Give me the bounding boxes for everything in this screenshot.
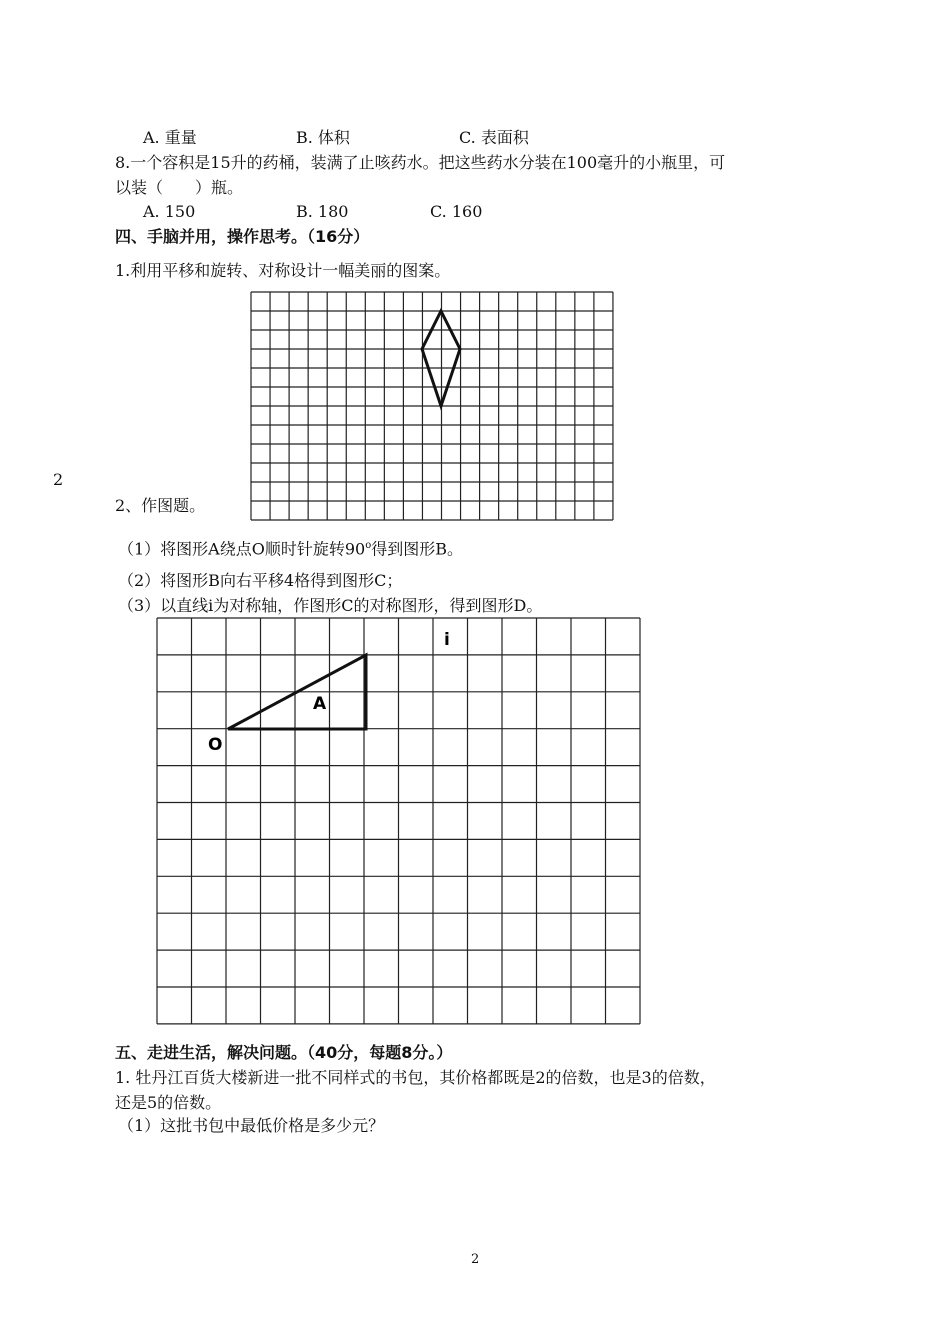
axis-label-i: i xyxy=(444,630,450,650)
q8-option-b: B. 180 xyxy=(296,202,349,221)
pattern-grid xyxy=(251,292,613,521)
grid-lines xyxy=(157,618,640,1024)
step-1-text: （1）将图形A绕点O顺时针旋转90 xyxy=(118,539,366,559)
shape-label-a: A xyxy=(313,694,327,714)
section-5-q1-line2: 还是5的倍数。 xyxy=(115,1093,222,1112)
step-3: （3）以直线i为对称轴，作图形C的对称图形，得到图形D。 xyxy=(118,596,543,615)
section-5-q1-line1: 1. 牡丹江百货大楼新进一批不同样式的书包，其价格都既是2的倍数，也是3的倍数， xyxy=(115,1068,716,1087)
q8-option-a: A. 150 xyxy=(143,202,196,221)
q8-text-line2: 以装（ ）瓶。 xyxy=(115,178,244,197)
margin-number: 2 xyxy=(53,470,64,489)
degree-superscript: o xyxy=(365,540,372,551)
page-number: 2 xyxy=(471,1252,480,1267)
section-5-q1-sub1: （1）这批书包中最低价格是多少元？ xyxy=(118,1116,385,1135)
step-1 xyxy=(118,536,463,559)
step-2: （2）将图形B向右平移4格得到图形C； xyxy=(118,571,403,590)
q8-text-line1: 8.一个容积是15升的药桶，装满了止咳药水。把这些药水分装在100毫升的小瓶里，可 xyxy=(115,153,726,172)
section-4-q2: 2、作图题。 xyxy=(115,496,206,515)
transformation-grid xyxy=(157,618,643,1025)
section-4-q1: 1.利用平移和旋转、对称设计一幅美丽的图案。 xyxy=(115,261,451,280)
point-label-o: O xyxy=(208,735,223,755)
q7-option-c: C. 表面积 xyxy=(459,128,529,147)
section-4-heading: 四、手脑并用，操作思考。（16分） xyxy=(115,227,370,246)
q7-option-b: B. 体积 xyxy=(296,128,350,147)
q8-option-c: C. 160 xyxy=(430,202,483,221)
section-5-heading: 五、走进生活，解决问题。（40分，每题8分。） xyxy=(115,1043,453,1062)
q7-option-a: A. 重量 xyxy=(143,128,197,147)
step-1-suffix: 得到图形B。 xyxy=(371,539,464,559)
